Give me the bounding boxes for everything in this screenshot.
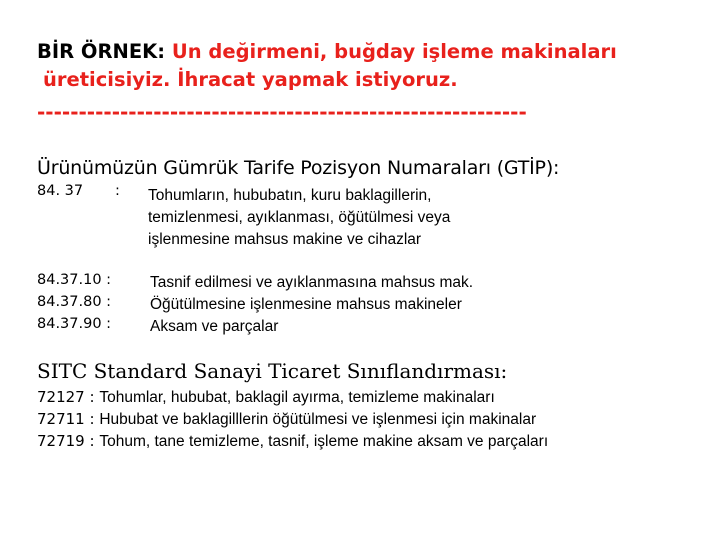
gtip-item-code: 84.37.10 : xyxy=(37,272,112,288)
gtip-item-desc: Aksam ve parçalar xyxy=(150,318,279,335)
gtip-main-code: 84. 37 xyxy=(37,183,84,199)
gtip-item-code: 84.37.90 : xyxy=(37,316,112,332)
sitc-item-code: 72127 : xyxy=(37,388,95,406)
example-heading xyxy=(37,38,697,94)
gtip-main-desc-line: temizlenmesi, ayıklanması, öğütülmesi veya xyxy=(148,209,451,226)
gtip-item-desc: Tasnif edilmesi ve ayıklanmasına mahsus mak. xyxy=(150,274,474,291)
heading-prefix: BİR ÖRNEK: xyxy=(37,40,166,63)
sitc-item-desc: Tohumlar, hububat, baklagil ayırma, temizleme makinaları xyxy=(99,389,495,406)
gtip-item-desc: Öğütülmesine işlenmesine mahsus makineler xyxy=(150,296,462,313)
heading-red-line1: Un değirmeni, buğday işleme makinaları xyxy=(171,40,617,63)
sitc-item-code: 72719 : xyxy=(37,432,95,450)
gtip-title: Ürünümüzün Gümrük Tarife Pozisyon Numaraları (GTİP): xyxy=(37,157,560,179)
gtip-main-desc-line: Tohumların, hububatın, kuru baklagillerin, xyxy=(148,187,432,204)
sitc-item-desc: Hububat ve baklagilllerin öğütülmesi ve işlenmesi için makinalar xyxy=(99,411,537,428)
sitc-item xyxy=(37,408,536,431)
separator-line: ----------------------------------------------------------- xyxy=(37,100,527,124)
sitc-item-desc: Tohum, tane temizleme, tasnif, işleme makine aksam ve parçaları xyxy=(99,433,549,450)
gtip-main-colon: : xyxy=(115,183,120,199)
gtip-item-code: 84.37.80 : xyxy=(37,294,112,310)
sitc-item xyxy=(37,386,495,409)
sitc-title: SITC Standard Sanayi Ticaret Sınıflandırması: xyxy=(37,359,508,383)
sitc-item xyxy=(37,430,548,453)
sitc-item-code: 72711 : xyxy=(37,410,95,428)
gtip-main-desc-line: işlenmesine mahsus makine ve cihazlar xyxy=(148,231,422,248)
gtip-main-desc xyxy=(148,185,450,251)
heading-red-line2: üreticisiyiz. İhracat yapmak istiyoruz. xyxy=(43,68,458,91)
